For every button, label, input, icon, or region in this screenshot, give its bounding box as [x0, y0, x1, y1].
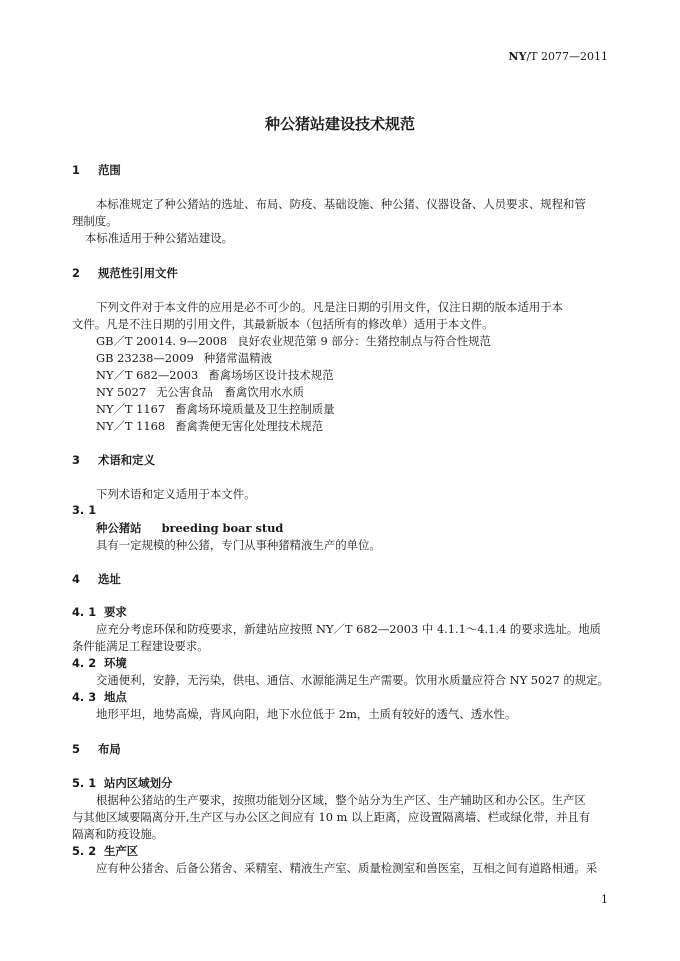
reference-title: 畜禽场环境质量及卫生控制质量	[175, 402, 335, 416]
reference-code: NY／T 1167	[96, 402, 166, 416]
subsection-4-1-heading	[72, 604, 127, 620]
section-title: 布局	[98, 742, 121, 756]
reference-code: GB 23238—2009	[96, 351, 194, 365]
reference-code: NY／T 682—2003	[96, 368, 199, 382]
section-5-heading	[72, 741, 121, 757]
reference-item	[96, 401, 335, 417]
reference-title: 种猪常温精液	[203, 351, 273, 365]
standard-code-prefix: NY	[508, 50, 527, 63]
reference-item	[96, 418, 323, 434]
subsection-title: 生产区	[104, 844, 139, 858]
term-chinese: 种公猪站	[96, 521, 142, 535]
term-number: 3. 1	[72, 503, 97, 517]
standard-code	[509, 50, 608, 63]
subsection-number: 5. 1	[72, 776, 97, 790]
reference-item	[96, 384, 304, 400]
paragraph-line: 理制度。	[72, 214, 118, 228]
subsection-title: 环境	[104, 656, 127, 670]
section-number: 3	[72, 453, 80, 467]
page-number: 1	[601, 893, 608, 906]
reference-title: 畜禽场场区设计技术规范	[208, 368, 334, 382]
paragraph-line: 应有种公猪舍、后备公猪舍、采精室、精液生产室、质量检测室和兽医室，互相之间有道路相通。采	[96, 861, 598, 875]
subsection-number: 5. 2	[72, 844, 97, 858]
paragraph-line: 下列文件对于本文件的应用是必不可少的。凡是注日期的引用文件，仅注日期的版本适用于本	[96, 300, 564, 314]
term-definition: 具有一定规模的种公猪，专门从事种猪精液生产的单位。	[96, 538, 381, 552]
reference-code: NY 5027	[96, 385, 147, 399]
section-3-heading	[72, 452, 155, 468]
subsection-title: 要求	[104, 605, 127, 619]
subsection-number: 4. 3	[72, 690, 97, 704]
section-title: 选址	[98, 572, 121, 586]
term-heading	[96, 520, 283, 536]
reference-item	[96, 350, 272, 366]
paragraph-line: 文件。凡是不注日期的引用文件，其最新版本（包括所有的修改单）适用于本文件。	[72, 317, 494, 331]
subsection-title: 站内区域划分	[104, 776, 173, 790]
subsection-4-3-heading	[72, 689, 127, 705]
paragraph-line: 本标准规定了种公猪站的选址、布局、防疫、基础设施、种公猪、仪器设备、人员要求、规程和管	[96, 197, 586, 211]
section-1-heading	[72, 162, 121, 178]
section-title: 规范性引用文件	[98, 266, 178, 280]
reference-code: NY／T 1168	[96, 419, 166, 433]
section-number: 4	[72, 572, 80, 586]
section-title: 范围	[98, 163, 121, 177]
standard-code-rest: /T 2077—2011	[526, 50, 608, 63]
paragraph-line: 根据种公猪站的生产要求，按照功能划分区域，整个站分为生产区、生产辅助区和办公区。生产区	[96, 793, 586, 807]
subsection-4-2-heading	[72, 655, 127, 671]
section-4-heading	[72, 571, 121, 587]
reference-item	[96, 367, 334, 383]
paragraph-line: 应充分考虑环保和防疫要求，新建站应按照 NY／T 682—2003 中 4.1.1～4.1.4 的要求选址。地质	[96, 622, 601, 636]
paragraph-line: 地形平坦，地势高燥，背风向阳，地下水位低于 2m，土质有较好的透气、透水性。	[96, 707, 517, 721]
reference-title: 无公害食品 畜禽饮用水水质	[156, 385, 305, 399]
section-number: 2	[72, 266, 80, 280]
paragraph-line: 下列术语和定义适用于本文件。	[96, 487, 256, 501]
section-title: 术语和定义	[98, 453, 155, 467]
subsection-5-1-heading	[72, 775, 172, 791]
section-number: 1	[72, 163, 80, 177]
reference-title: 畜禽粪便无害化处理技术规范	[175, 419, 324, 433]
subsection-number: 4. 2	[72, 656, 97, 670]
paragraph-line: 本标准适用于种公猪站建设。	[85, 231, 234, 245]
paragraph-line: 与其他区域要隔离分开,生产区与办公区之间应有 10 m 以上距离，应设置隔离墙、栏或绿化带，并且有	[72, 810, 591, 824]
section-number: 5	[72, 742, 80, 756]
section-2-heading	[72, 265, 178, 281]
subsection-number: 4. 1	[72, 605, 97, 619]
paragraph-line: 隔离和防疫设施。	[72, 827, 164, 841]
subsection-5-2-heading	[72, 843, 138, 859]
document-title: 种公猪站建设技术规范	[264, 115, 415, 133]
term-english: breeding boar stud	[161, 521, 284, 535]
subsection-title: 地点	[104, 690, 127, 704]
reference-code: GB／T 20014. 9—2008	[96, 334, 228, 348]
paragraph-line: 条件能满足工程建设要求。	[72, 639, 209, 653]
reference-item	[96, 333, 491, 349]
reference-title: 良好农业规范第 9 部分：生猪控制点与符合性规范	[237, 334, 491, 348]
paragraph-line: 交通便利，安静，无污染，供电、通信、水源能满足生产需要。饮用水质量应符合 NY 5027 的规定。	[96, 673, 609, 687]
